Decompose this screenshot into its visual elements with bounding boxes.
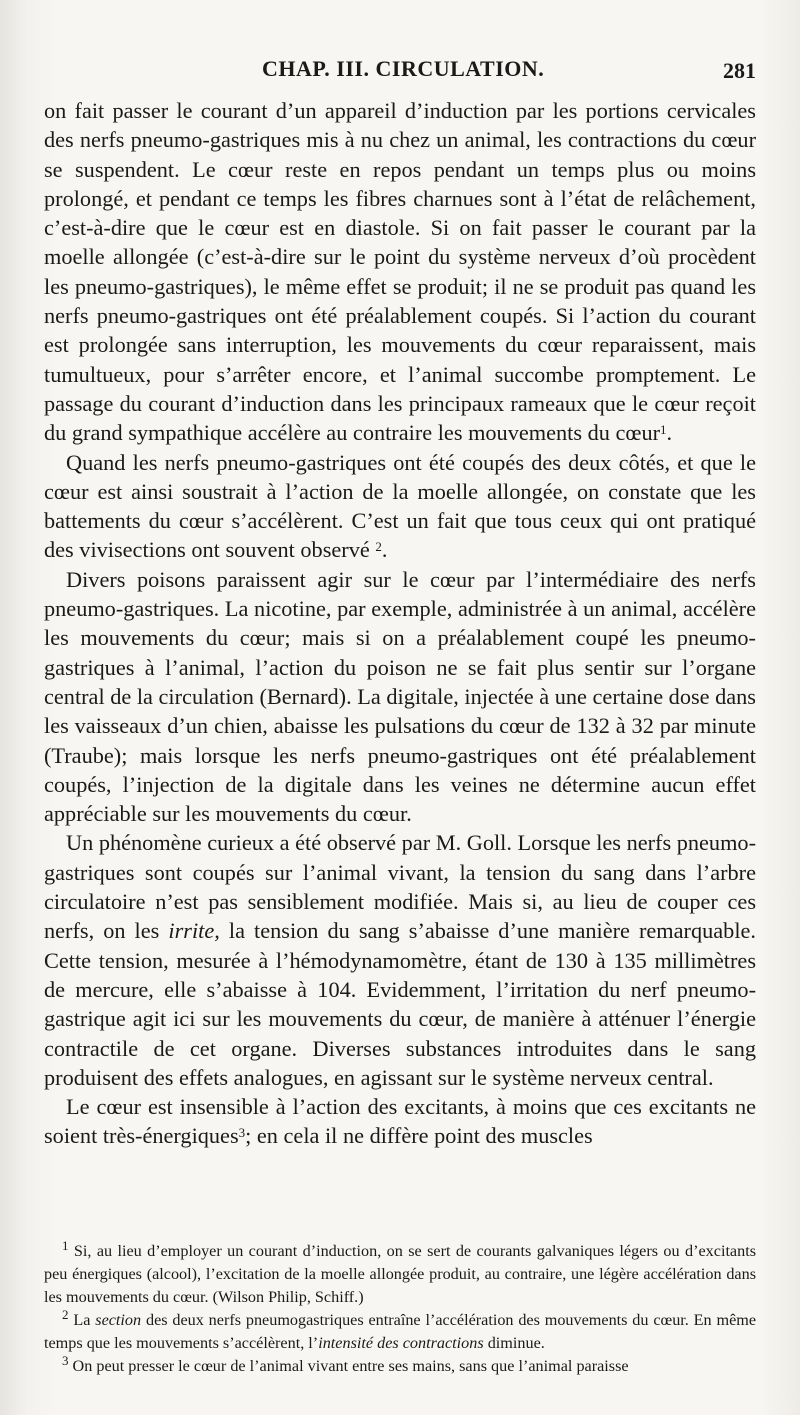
paragraph-4-text-b: la tension du sang s’abaisse d’une manière remarquable. Cette tension, mesurée à l’hémodynamomètre, étant de 130 à 135 millimètres de mercure, elle s’abaisse à 104. Evidemment, l’irritation du nerf pneumo-gastrique agit ici sur les mouvements du cœur, de manière à atténuer l’énergie contractile de cet organe. Diverses substances introduites dans le sang produisent des effets analogues, en agissant sur le système nerveux central.: [44, 918, 756, 1090]
paragraph-5: [44, 1092, 756, 1151]
footnote-1-number: 1: [62, 1238, 69, 1253]
paragraph-4-text-a: Un phénomène curieux a été observé par M. Goll. Lorsque les nerfs pneumo-gastriques sont coupés sur l’animal vivant, la tension du sang dans l’arbre circulatoire n’est pas sensiblement modifiée. Mais si, au lieu de couper ces nerfs, on les: [44, 830, 756, 944]
footnote-2-text-c: diminue.: [487, 1334, 545, 1352]
footnote-ref-1: 1: [660, 422, 667, 438]
footnote-2-text-a: La: [73, 1311, 91, 1329]
paragraph-2: [44, 448, 756, 565]
paragraph-5-text-b: ; en cela il ne diffère point des muscles: [245, 1123, 593, 1149]
paragraph-1: [44, 96, 756, 448]
paragraph-4: [44, 828, 756, 1092]
main-text: [44, 96, 756, 1151]
footnote-2-emphasis-1: section: [95, 1311, 142, 1329]
footnote-1: [44, 1240, 756, 1309]
footnote-3: [44, 1355, 756, 1378]
footnote-3-number: 3: [62, 1353, 69, 1368]
footnote-3-text: On peut presser le cœur de l’animal vivant entre ses mains, sans que l’animal paraisse: [72, 1357, 629, 1375]
footnote-2-text-b: des deux nerfs pneumogastriques entraîne l’accélération des mouvements du cœur. En même temps que les mouvements s’accélèrent, l’: [44, 1311, 757, 1352]
footnote-1-text: Si, au lieu d’employer un courant d’induction, on se sert de courants galvaniques légers ou d’excitants peu énergiques (alcool), l’excitation de la moelle allongée produit, au contraire, une légère accélération dans les mouvements du cœur. (Wilson Philip, Schiff.): [44, 1242, 757, 1306]
footnote-2: [44, 1309, 756, 1355]
footnote-2-number: 2: [62, 1307, 69, 1322]
paragraph-2-end: .: [381, 537, 388, 563]
paragraph-2-text: Quand les nerfs pneumo-gastriques ont été coupés des deux côtés, et que le cœur est ainsi soustrait à l’action de la moelle allongée, on constate que les battements du cœur s’accélèrent. C’est un fait que tous ceux qui ont pratiqué des vivisections ont souvent observé: [44, 449, 756, 563]
paragraph-3: Divers poisons paraissent agir sur le cœur par l’intermédiaire des nerfs pneumo-gastriques. La nicotine, par exemple, administrée à un animal, accélère les mouvements du cœur; mais si on a préalablement coupé les pneumo-gastriques à l’animal, l’action du poison ne se fait plus sentir sur l’organe central de la circulation (Bernard). La digitale, injectée à une certaine dose dans les vaisseaux d’un chien, abaisse les pulsations du cœur de 132 à 32 par minute (Traube); mais lorsque les nerfs pneumo-gastriques ont été préalablement coupés, l’injection de la digitale dans les veines ne détermine aucun effet appréciable sur les mouvements du cœur.: [44, 566, 756, 827]
footnote-ref-2: 2: [375, 539, 382, 555]
footnote-ref-3: 3: [238, 1125, 246, 1141]
page-number: 281: [723, 58, 756, 83]
footnotes: [44, 1240, 756, 1378]
paragraph-5-text-a: Le cœur est insensible à l’action des excitants, à moins que ces excitants ne soient très-énergiques: [44, 1094, 756, 1149]
page-header: [40, 54, 756, 90]
running-title: CHAP. III. CIRCULATION.: [262, 56, 545, 81]
paragraph-4-emphasis: irrite,: [168, 918, 220, 944]
paragraph-1-text: on fait passer le courant d’un appareil d’induction par les portions cervicales des nerfs pneumo-gastriques mis à nu chez un animal, les contractions du cœur se suspendent. Le cœur reste en repos pendant un temps plus ou moins prolongé, et pendant ce temps les fibres charnues sont à l’état de relâchement, c’est-à-dire que le cœur est en diastole. Si on fait passer le courant par la moelle allongée (c’est-à-dire sur le point du système nerveux d’où procèdent les pneumo-gastriques), le même effet se produit; il ne se produit pas quand les nerfs pneumo-gastriques ont été préalablement coupés. Si l’action du courant est prolongée sans interruption, les mouvements du cœur reparaissent, mais tumultueux, pour s’arrêter encore, et l’animal succombe promptement. Le passage du courant d’induction dans les principaux rameaux que le cœur reçoit du grand sympathique accélère au contraire les mouvements du cœur: [44, 98, 756, 446]
footnote-2-emphasis-2: intensité des contractions: [318, 1334, 484, 1352]
paragraph-1-end: .: [666, 420, 673, 446]
